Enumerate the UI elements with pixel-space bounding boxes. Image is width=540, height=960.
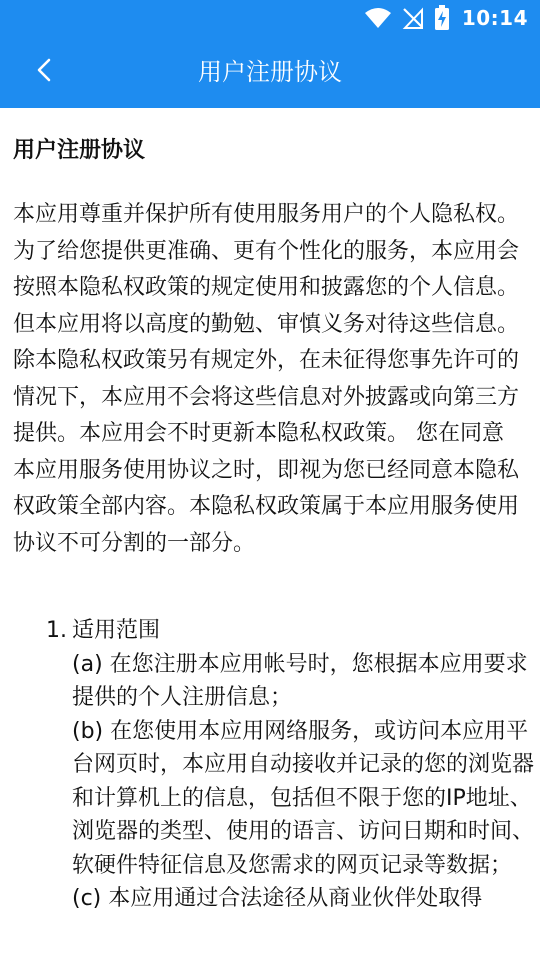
signal-off-icon	[402, 7, 424, 29]
list-item: (c) 本应用通过合法途径从商业伙伴处取得	[72, 886, 483, 911]
status-time: 10:14	[461, 6, 528, 30]
document-title: 用户注册协议	[13, 138, 146, 163]
section-heading	[46, 614, 536, 648]
list-item: (a) 在您注册本应用帐号时，您根据本应用要求提供的个人注册信息；	[72, 651, 528, 710]
section-scope	[46, 614, 536, 916]
chevron-left-icon	[34, 57, 52, 87]
wifi-icon	[364, 7, 392, 29]
agreement-content[interactable]	[0, 108, 540, 960]
status-bar	[0, 0, 540, 36]
list-item: (b) 在您使用本应用网络服务，或访问本应用平台网页时，本应用自动接收并记录的您的浏览器和计算机上的信息，包括但不限于您的IP地址、浏览器的类型、使用的语言、访问日期和时间、软硬件特征信息及您需求的网页记录等数据；	[72, 718, 535, 878]
page-title: 用户注册协议	[198, 58, 342, 86]
section-items	[46, 648, 536, 916]
back-button[interactable]	[18, 48, 68, 96]
status-icons	[354, 0, 528, 36]
battery-charging-icon	[434, 5, 450, 31]
section-title: 适用范围	[72, 618, 161, 643]
intro-paragraph: 本应用尊重并保护所有使用服务用户的个人隐私权。为了给您提供更准确、更有个性化的服务，本应用会按照本隐私权政策的规定使用和披露您的个人信息。但本应用将以高度的勤勉、审慎义务对待这些信息。除本隐私权政策另有规定外，在未征得您事先许可的情况下，本应用不会将这些信息对外披露或向第三方提供。本应用会不时更新本隐私权政策。 您在同意本应用服务使用协议之时，即视为您已经同意本隐私权政策全部内容。本隐私权政策属于本应用服务使用协议不可分割的一部分。	[13, 202, 520, 556]
app-bar	[0, 36, 540, 108]
section-number: 1.	[46, 618, 67, 643]
